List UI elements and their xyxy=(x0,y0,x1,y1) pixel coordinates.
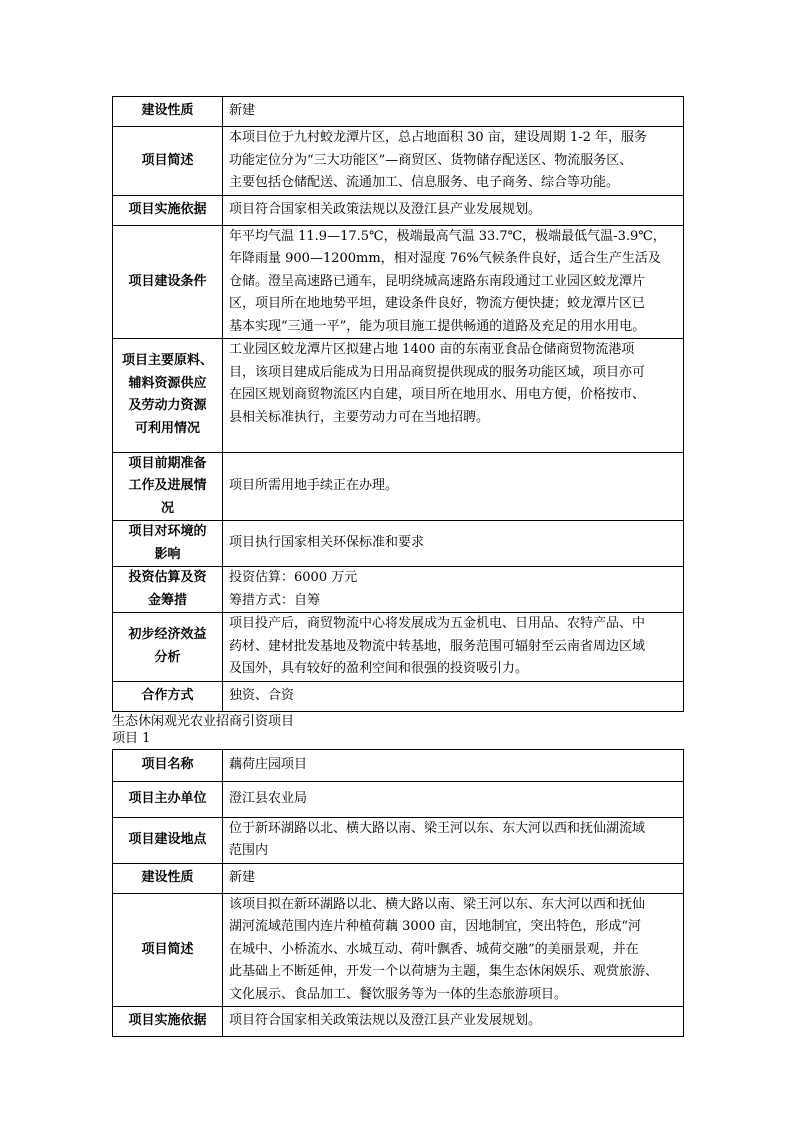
row-label-line: 项目实施依据 xyxy=(128,1013,207,1029)
row-value-line: 县相关标准执行，主要劳动力可在当地招聘。 xyxy=(229,409,490,425)
project-number: 项目 1 xyxy=(112,730,151,746)
row-value-line: 该项目拟在新环湖路以北、横大路以南、梁王河以东、东大河以西和抚仙 xyxy=(229,896,646,912)
row-label xyxy=(113,452,223,521)
row-value xyxy=(223,681,684,711)
row-value xyxy=(223,863,684,893)
row-label-line: 项目对环境的 xyxy=(128,524,207,539)
row-label-line: 项目前期准备 xyxy=(128,455,207,471)
row-value-line: 年降雨量 900—1200mm，相对湿度 76%气候条件良好，适合生产生活及 xyxy=(229,251,661,266)
row-value xyxy=(223,452,684,521)
row-label xyxy=(113,817,223,863)
table-row xyxy=(113,749,684,781)
row-label-line: 及劳动力资源 xyxy=(128,398,207,414)
row-value-line: 及国外，具有较好的盈利空间和很强的投资吸引力。 xyxy=(229,661,529,676)
row-label-line: 建设性质 xyxy=(141,103,194,119)
row-value-line: 位于新环湖路以北、横大路以南、梁王河以东、东大河以西和抚仙湖流域 xyxy=(229,820,646,836)
row-value-line: 年平均气温 11.9—17.5℃，极端最高气温 33.7℃，极端最低气温-3.9℃， xyxy=(229,228,666,244)
row-value-line: 项目所需用地手续正在办理。 xyxy=(229,478,399,493)
row-value-line: 在城中、小桥流水、水城互动、荷叶飘香、城荷交融”的美丽景观，并在 xyxy=(229,941,639,957)
row-label-line: 项目名称 xyxy=(141,756,194,772)
table-row xyxy=(113,195,684,225)
row-value-line: 项目符合国家相关政策法规以及澄江县产业发展规划。 xyxy=(229,1013,542,1029)
row-label xyxy=(113,681,223,711)
row-value-line xyxy=(229,429,679,452)
row-label-line: 项目实施依据 xyxy=(128,201,207,217)
row-value-line: 澄江县农业局 xyxy=(229,790,308,806)
row-value-line: 新建 xyxy=(229,869,256,885)
row-label xyxy=(113,521,223,567)
row-label xyxy=(113,97,223,127)
row-value-line: 药材、建材批发基地及物流中转基地，服务范围可辐射至云南省周边区域 xyxy=(229,638,646,654)
row-label xyxy=(113,1007,223,1037)
table-row xyxy=(113,781,684,817)
row-label xyxy=(113,195,223,225)
row-value xyxy=(223,127,684,196)
row-label-line: 投资估算及资 xyxy=(128,570,207,585)
document-page xyxy=(112,96,683,1037)
table-row xyxy=(113,127,684,196)
row-label xyxy=(113,749,223,781)
row-label-line: 辅料资源供应 xyxy=(128,375,207,391)
table-row xyxy=(113,339,684,453)
row-label-line: 项目主办单位 xyxy=(128,790,207,806)
row-value-line: 项目投产后，商贸物流中心将发展成为五金机电、日用品、农特产品、中 xyxy=(229,616,646,631)
row-label-line: 项目简述 xyxy=(141,941,194,957)
project-table-1 xyxy=(112,96,684,712)
row-label xyxy=(113,567,223,613)
table-row xyxy=(113,97,684,127)
table-row xyxy=(113,521,684,567)
row-label xyxy=(113,613,223,682)
section-title: 生态休闲观光农业招商引资项目 xyxy=(112,713,295,729)
row-value-line: 藕荷庄园项目 xyxy=(229,756,308,772)
row-value xyxy=(223,339,684,453)
row-value-line: 功能定位分为“三大功能区”—商贸区、货物储存配送区、物流服务区、 xyxy=(229,152,633,168)
row-value xyxy=(223,97,684,127)
row-label xyxy=(113,781,223,817)
row-value-line: 基本实现“三通一平”，能为项目施工提供畅通的道路及充足的用水用电。 xyxy=(229,318,646,334)
table-row xyxy=(113,452,684,521)
row-value xyxy=(223,225,684,339)
row-value-line: 独资、合资 xyxy=(229,687,295,703)
row-value-line: 湖河流域范围内连片种植荷藕 3000 亩，因地制宜，突出特色，形成“河 xyxy=(229,919,641,934)
row-value xyxy=(223,1007,684,1037)
row-value-line: 投资估算：6000 万元 xyxy=(229,570,358,585)
table-row xyxy=(113,1007,684,1037)
row-label-line: 合作方式 xyxy=(141,687,194,703)
row-value xyxy=(223,567,684,613)
row-value-line: 工业园区蛟龙潭片区拟建占地 1400 亩的东南亚食品仓储商贸物流港项 xyxy=(229,342,635,357)
row-value xyxy=(223,521,684,567)
row-value xyxy=(223,195,684,225)
row-value xyxy=(223,781,684,817)
row-value-line: 此基础上不断延伸，开发一个以荷塘为主题，集生态休闲娱乐、观赏旅游、 xyxy=(229,964,659,979)
row-label-line: 况 xyxy=(160,500,174,516)
row-label-line: 可利用情况 xyxy=(134,420,200,436)
row-label xyxy=(113,893,223,1007)
row-value-line: 本项目位于九村蛟龙潭片区，总占地面积 30 亩，建设周期 1-2 年，服务 xyxy=(229,130,648,145)
row-value-line: 在园区规划商贸物流区内自建，项目所在地用水、用电方便，价格按市、 xyxy=(229,387,646,402)
row-label-line: 影响 xyxy=(154,546,181,562)
row-value-line: 范围内 xyxy=(229,843,269,858)
row-value-line: 项目执行国家相关环保标准和要求 xyxy=(229,535,425,551)
row-label-line: 项目主要原料、 xyxy=(121,353,213,369)
table-row xyxy=(113,681,684,711)
row-value xyxy=(223,817,684,863)
row-value xyxy=(223,749,684,781)
row-label-line: 项目简述 xyxy=(141,152,194,168)
row-label-line: 金筹措 xyxy=(147,592,187,608)
table-row xyxy=(113,817,684,863)
row-value-line: 文化展示、食品加工、餐饮服务等为一体的生态旅游项目。 xyxy=(229,986,568,1002)
row-value-line: 主要包括仓储配送、流通加工、信息服务、电子商务、综合等功能。 xyxy=(229,175,620,190)
row-label-line: 项目建设地点 xyxy=(128,831,207,847)
table-row xyxy=(113,863,684,893)
project-table-2 xyxy=(112,749,684,1038)
table-row xyxy=(113,225,684,339)
row-value xyxy=(223,893,684,1007)
row-value-line: 新建 xyxy=(229,103,256,119)
row-value-line: 区，项目所在地地势平坦，建设条件良好，物流方便快捷；蛟龙潭片区已 xyxy=(229,296,646,311)
row-value xyxy=(223,613,684,682)
row-label xyxy=(113,863,223,893)
row-label xyxy=(113,225,223,339)
row-label-line: 建设性质 xyxy=(141,869,194,885)
row-value-line: 目，该项目建成后能成为日用品商贸提供现成的服务功能区域，项目亦可 xyxy=(229,364,646,380)
table-row xyxy=(113,567,684,613)
row-label-line: 工作及进展情 xyxy=(128,478,207,493)
row-label xyxy=(113,339,223,453)
row-label xyxy=(113,127,223,196)
row-value-line: 筹措方式：自筹 xyxy=(229,592,321,608)
table-row xyxy=(113,613,684,682)
table-row xyxy=(113,893,684,1007)
row-label-line: 分析 xyxy=(154,649,181,665)
row-value-line: 项目符合国家相关政策法规以及澄江县产业发展规划。 xyxy=(229,201,542,217)
row-label-line: 初步经济效益 xyxy=(128,627,207,643)
row-value-line: 仓储。澄呈高速路已通车，昆明绕城高速路东南段通过工业园区蛟龙潭片 xyxy=(229,273,646,289)
row-label-line: 项目建设条件 xyxy=(128,273,207,289)
